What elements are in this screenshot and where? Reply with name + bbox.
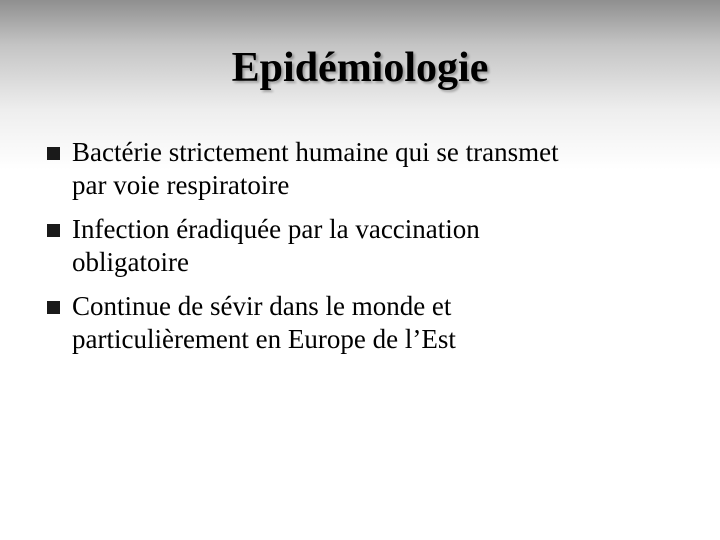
bullet-text-line: obligatoire [72,247,189,277]
bullet-item [0,290,720,356]
bullet-text-line: Bactérie strictement humaine qui se transmet [72,137,559,167]
square-bullet-icon [47,147,60,160]
bullet-text-line: particulièrement en Europe de l’Est [72,324,456,354]
bullet-item [0,213,720,279]
bullet-list [0,136,720,367]
bullet-text-line: par voie respiratoire [72,170,290,200]
slide-title: Epidémiologie [231,45,489,91]
square-bullet-icon [47,301,60,314]
bullet-item [0,136,720,202]
bullet-text-line: Continue de sévir dans le monde et [72,291,452,321]
square-bullet-icon [47,224,60,237]
bullet-text-line: Infection éradiquée par la vaccination [72,214,480,244]
